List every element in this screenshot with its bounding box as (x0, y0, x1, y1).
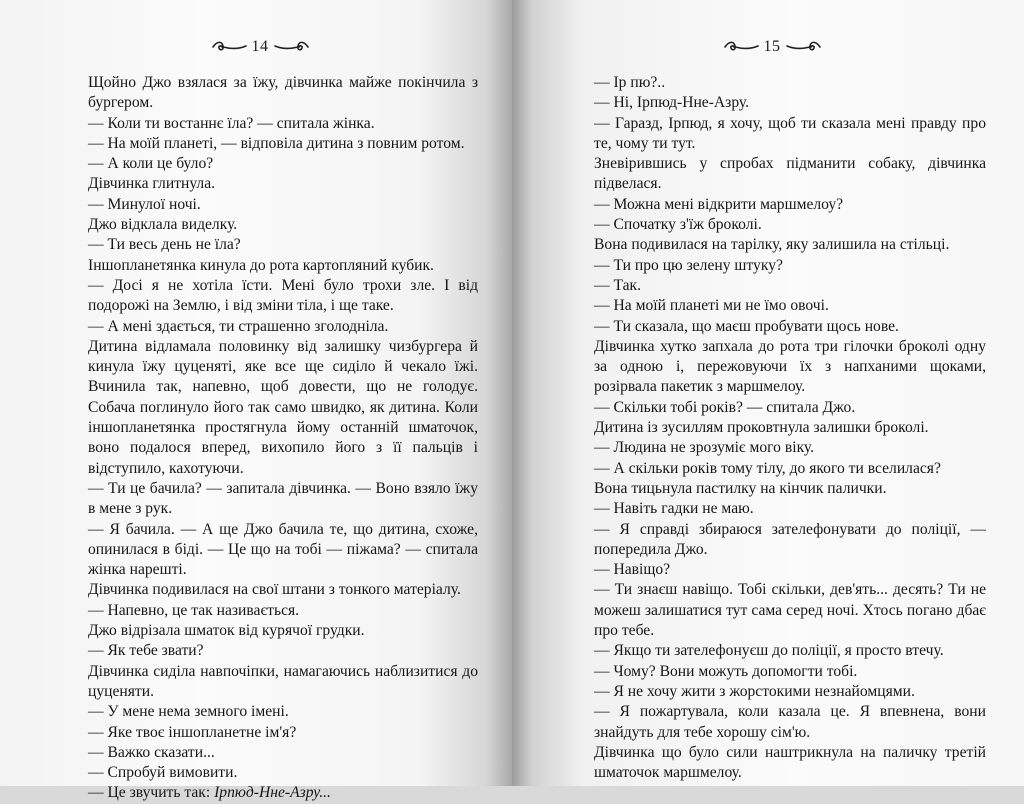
paragraph: — Навіщо? (594, 561, 671, 579)
paragraph: — Спробуй вимовити. (88, 764, 238, 782)
paragraph: — Напевно, це так називається. (88, 601, 300, 619)
paragraph: — У мене нема земного імені. (88, 703, 289, 721)
page-number: 15 (763, 38, 781, 55)
paragraph: Зневірившись у спробах підманити собаку, дівчинка підвелася. (594, 155, 986, 193)
paragraph: — Чому? Вони можуть допомогти тобі. (594, 662, 858, 680)
paragraph: — На моїй планеті ми не їмо овочі. (594, 297, 829, 315)
paragraph: — Гаразд, Ірпюд, я хочу, щоб ти сказала мені правду про те, чому ти тут. (594, 114, 986, 152)
paragraph: — Я справді збираюся зателефонувати до поліції, — попередила Джо. (594, 520, 986, 558)
paragraph: — Скільки тобі років? — спитала Джо. (594, 398, 856, 416)
paragraph: — Ні, Ірпюд-Нне-Азру. (594, 94, 750, 112)
paragraph: Дівчинка що було сили наштрикнула на паличку третій шматочок маршмелоу. (594, 743, 986, 782)
swirl-flourish-icon (723, 40, 759, 54)
paragraph: — Досі я не хотіла їсти. Мені було трохи зле. І від подорожі на Землю, і від зміни тіла, і ще таке. (88, 276, 478, 315)
paragraph: — Ти знаєш навіщо. Тобі скільки, дев'ять... десять? Ти не можеш залишатися тут сама серед ночі. Хтось погано дбає про тебе. (594, 581, 986, 640)
paragraph: Дівчинка хутко запхала до рота три гілочки броколі одну за одною і, пережовуючи їх з напханими щоками, розірвала пакетик з маршмелоу. (594, 337, 986, 396)
paragraph: Дівчинка глитнула. (88, 175, 216, 193)
page-number: 14 (251, 38, 269, 55)
paragraph: — Я пожартувала, коли казала це. Я впевнена, вони знайдуть для тебе хорошу сім'ю. (594, 703, 986, 741)
paragraph: Дитина відламала половинку від залишку чизбургера й кинула їжу цуценяті, яке все ще сиділо й чекало їжі. Вчинила так, напевно, щоб довести, що не голодує. Собача поглинуло його так само швидко, як дитина. Коли іншопланетянка простягнула йому останній шматочок, воно подалося вперед, вихопило його з її пальців і відступило, кахотуючи. (88, 337, 478, 477)
paragraph: Вона тицьнула пастилку на кінчик палички. (594, 479, 887, 497)
paragraph: — Я не хочу жити з жорстокими незнайомцями. (594, 682, 915, 700)
paragraph: — Ти сказала, що маєш пробувати щось нове. (594, 317, 899, 335)
paragraph: — А мені здається, ти страшенно зголодніла. (88, 317, 389, 335)
swirl-flourish-icon (274, 40, 310, 54)
paragraph: Джо відклала виделку. (88, 216, 238, 234)
dialogue-text: — Це звучить так: (88, 784, 215, 802)
left-page-text (88, 73, 478, 804)
paragraph: — Коли ти востаннє їла? — спитала жінка. (88, 114, 375, 132)
paragraph: Джо відрізала шматок від курячої грудки. (88, 622, 365, 640)
paragraph: Дівчинка подивилася на свої штани з тонкого матеріалу. (88, 581, 461, 599)
paragraph: Дівчинка сиділа навпочіпки, намагаючись наблизитися до цуценяти. (88, 662, 478, 700)
paragraph: — Ти весь день не їла? (88, 236, 241, 254)
paragraph: — На моїй планеті, — відповіла дитина з повним ротом. (88, 134, 465, 152)
paragraph: — А коли це було? (88, 155, 214, 173)
paragraph: — Навіть гадки не маю. (594, 500, 754, 518)
paragraph: — Ти про цю зелену штуку? (594, 256, 783, 274)
left-page-header (210, 34, 310, 60)
alien-name-italic: Ірпюд-Нне-Азру... (214, 784, 331, 802)
left-page (0, 0, 512, 802)
swirl-flourish-icon (211, 40, 247, 54)
paragraph: — Людина не зрозуміє мого віку. (594, 439, 815, 457)
paragraph: — Так. (594, 276, 642, 294)
right-page (512, 0, 1024, 786)
paragraph: — Ір пю?.. (594, 74, 666, 91)
paragraph-last (88, 783, 478, 803)
paragraph: — Яке твоє іншопланетне ім'я? (88, 723, 297, 741)
swirl-flourish-icon (786, 40, 822, 54)
paragraph: — А скільки років тому тілу, до якого ти вселилася? (594, 459, 941, 477)
paragraph: — Я бачила. — А ще Джо бачила те, що дитина, схоже, опинилася в біді. — Це що на тобі — піжама? — спитала жінка нарешті. (88, 520, 478, 579)
paragraph: — Важко сказати... (88, 743, 215, 761)
paragraph: Дитина із зусиллям проковтнула залишки броколі. (594, 419, 929, 437)
paragraph: — Можна мені відкрити маршмелоу? (594, 195, 844, 213)
paragraph: Вона подивилася на тарілку, яку залишила на стільці. (594, 236, 950, 254)
paragraph: — Ти це бачила? — запитала дівчинка. — Воно взяло їжу в мене з рук. (88, 479, 478, 518)
right-page-header (722, 34, 822, 60)
paragraph: Іншопланетянка кинула до рота картопляний кубик. (88, 256, 434, 274)
paragraph: — Як тебе звати? (88, 642, 204, 660)
right-page-text (594, 73, 986, 783)
paragraph: — Минулої ночі. (88, 195, 201, 213)
paragraph: Щойно Джо взялася за їжу, дівчинка майже покінчила з бургером. (88, 74, 478, 112)
paragraph: — Спочатку з'їж броколі. (594, 216, 762, 234)
paragraph: — Якщо ти зателефонуєш до поліції, я просто втечу. (594, 642, 944, 660)
